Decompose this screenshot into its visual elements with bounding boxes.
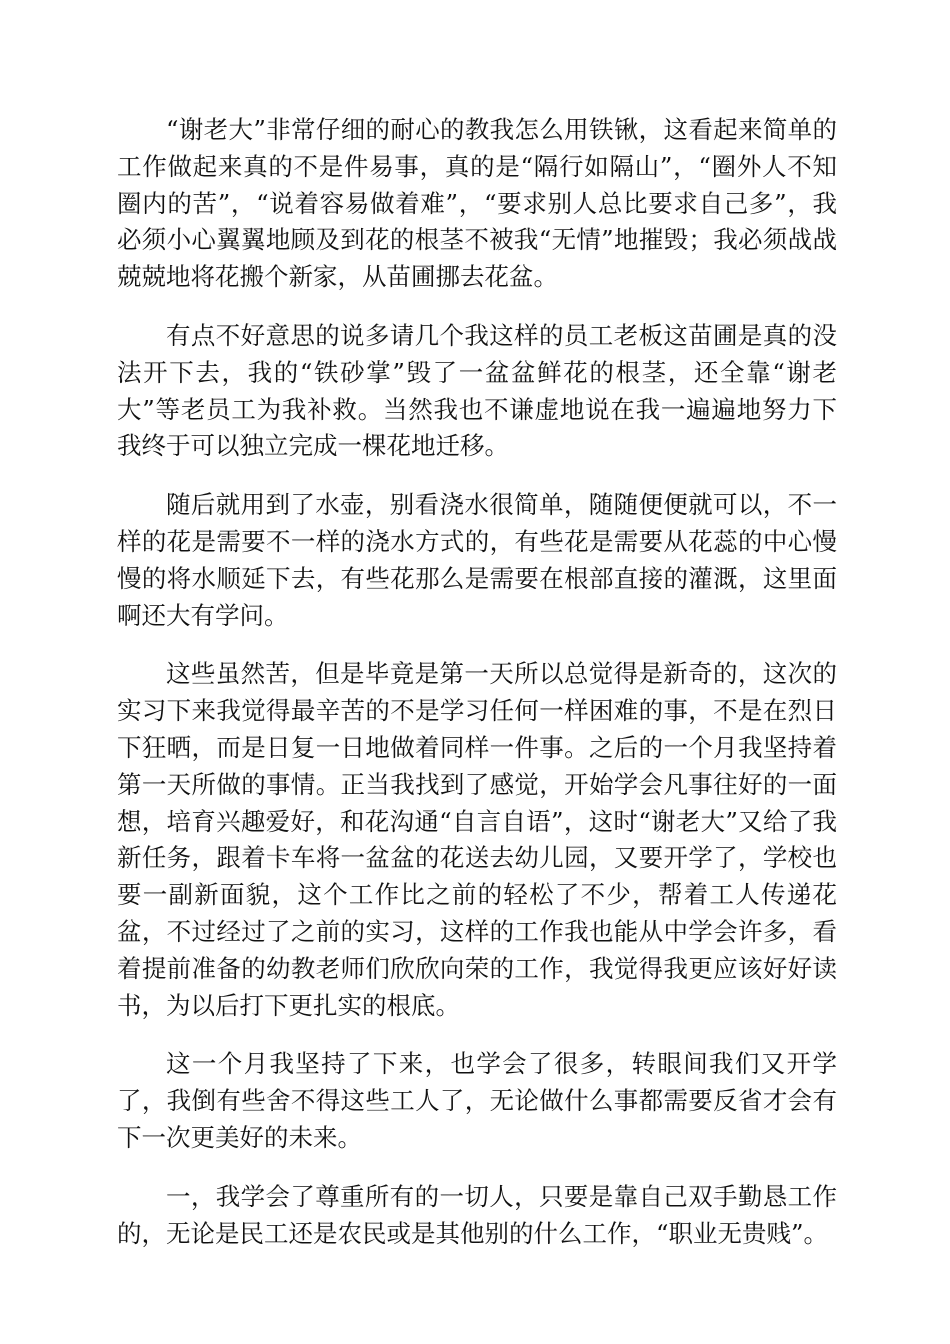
paragraph-6: 一，我学会了尊重所有的一切人，只要是靠自己双手勤恳工作的，无论是民工还是农民或是其他别的什么工作，“职业无贵贱”。: [117, 1181, 837, 1248]
paragraph-1: “谢老大”非常仔细的耐心的教我怎么用铁锹，这看起来简单的工作做起来真的不是件易事，真的是“隔行如隔山”，“圈外人不知圈内的苦”，“说着容易做着难”，“要求别人总比要求自己多”，我必须小心翼翼地顾及到花的根茎不被我“无情”地摧毁；我必须战战兢兢地将花搬个新家，从苗圃挪去花盆。: [117, 115, 837, 292]
paragraph-2: 有点不好意思的说多请几个我这样的员工老板这苗圃是真的没法开下去，我的“铁砂掌”毁了一盆盆鲜花的根茎，还全靠“谢老大”等老员工为我补救。当然我也不谦虚地说在我一遍遍地努力下我终于可以独立完成一棵花地迁移。: [117, 320, 837, 461]
paragraph-4: 这些虽然苦，但是毕竟是第一天所以总觉得是新奇的，这次的实习下来我觉得最辛苦的不是学习任何一样困难的事，不是在烈日下狂晒，而是日复一日地做着同样一件事。之后的一个月我坚持着第一天所做的事情。正当我找到了感觉，开始学会凡事往好的一面想，培育兴趣爱好，和花沟通“自言自语”，这时“谢老大”又给了我新任务，跟着卡车将一盆盆的花送去幼儿园，又要开学了，学校也要一副新面貌，这个工作比之前的轻松了不少，帮着工人传递花盆，不过经过了之前的实习，这样的工作我也能从中学会许多，看着提前准备的幼教老师们欣欣向荣的工作，我觉得我更应该好好读书，为以后打下更扎实的根底。: [117, 659, 837, 1020]
document-body: [117, 112, 837, 1274]
paragraph-3: 随后就用到了水壶，别看浇水很简单，随随便便就可以，不一样的花是需要不一样的浇水方式的，有些花是需要从花蕊的中心慢慢的将水顺延下去，有些花那么是需要在根部直接的灌溉，这里面啊还大有学问。: [117, 490, 837, 630]
paragraph-5: 这一个月我坚持了下来，也学会了很多，转眼间我们又开学了，我倒有些舍不得这些工人了，无论做什么事都需要反省才会有下一次更美好的未来。: [117, 1049, 837, 1152]
